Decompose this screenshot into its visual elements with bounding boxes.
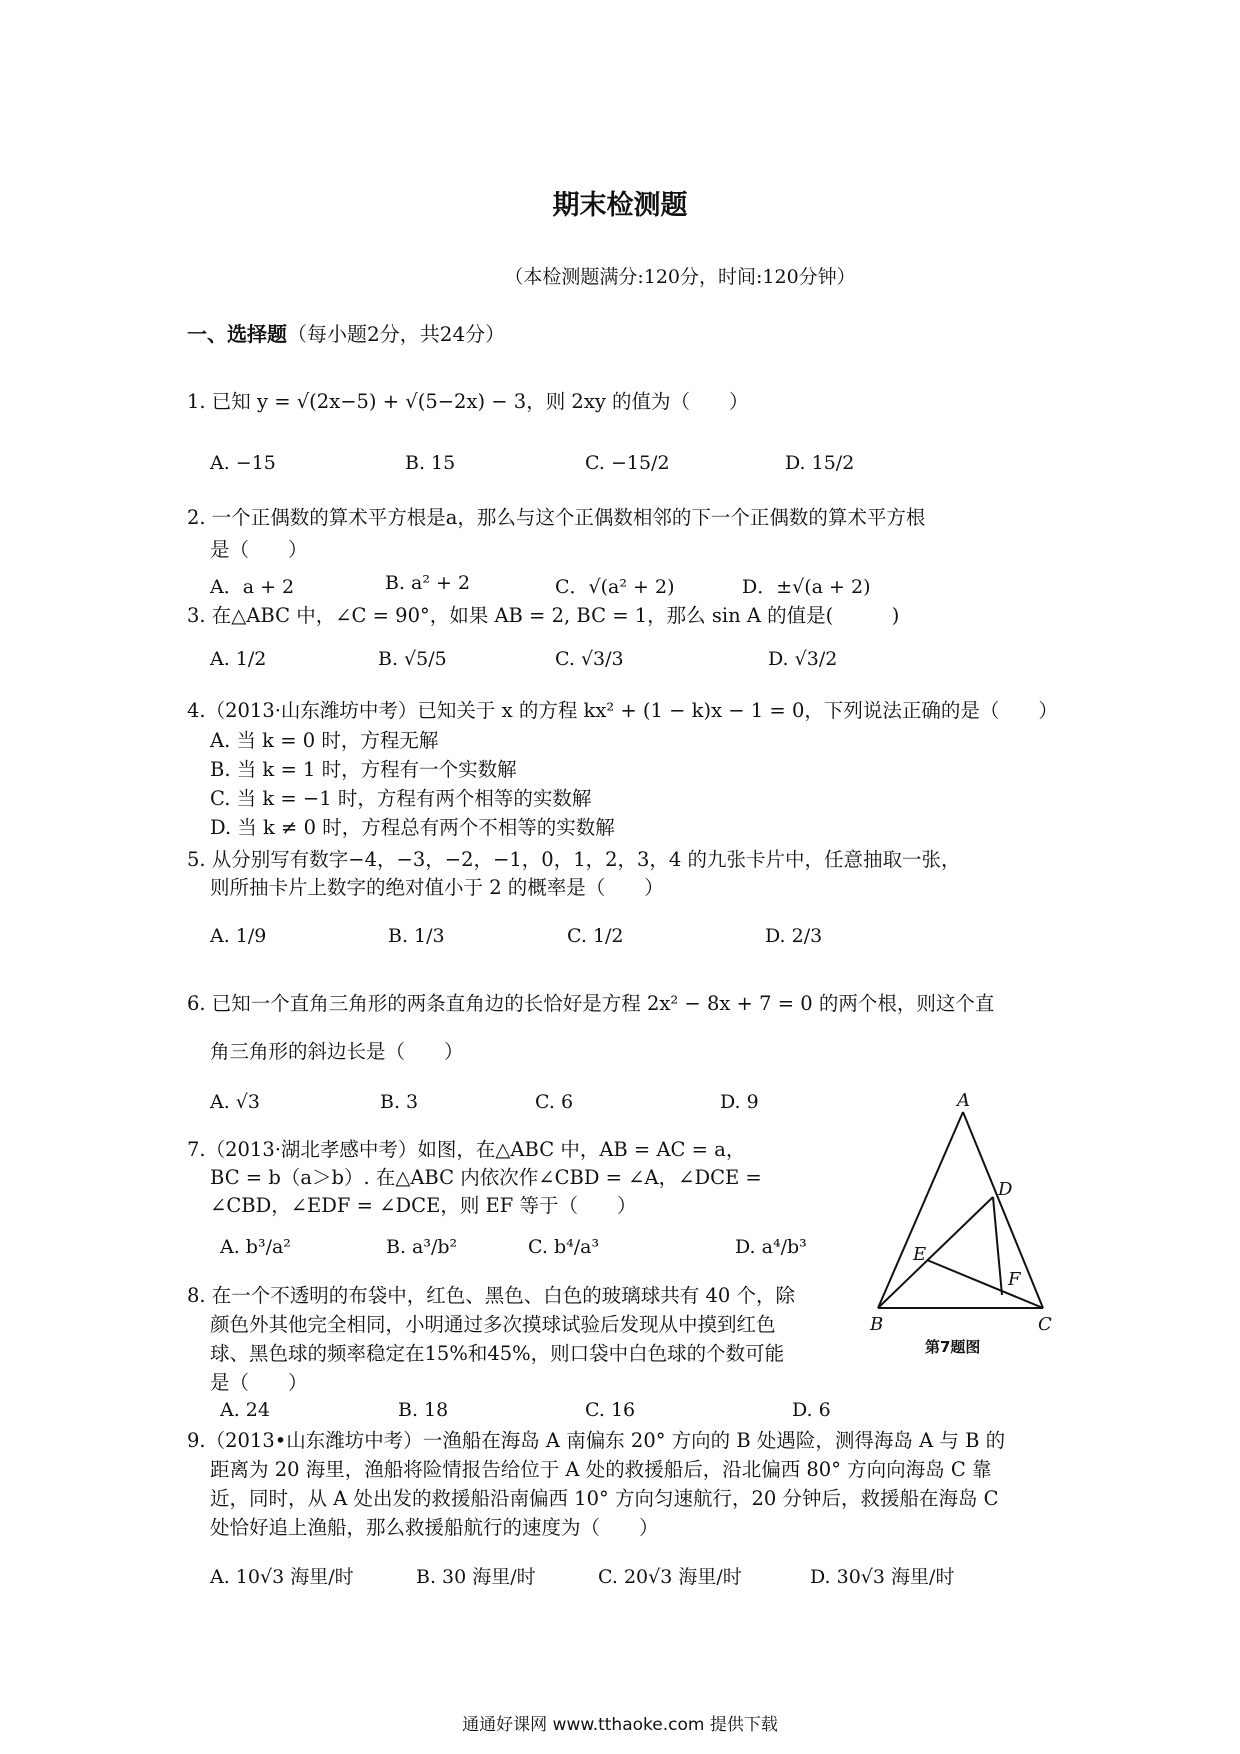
q2-option-a: A．a + 2 — [210, 576, 295, 598]
triangle-figure — [860, 1090, 1070, 1360]
q2-option-b: B. a² + 2 — [385, 572, 471, 594]
q7-option-b: B. a³/b² — [386, 1236, 458, 1258]
q9-option-d: D. 30√3 海里/时 — [810, 1566, 955, 1588]
question-3: 3. 在△ABC 中，∠C = 90°，如果 AB = 2, BC = 1，那么 sin A 的值是( ) — [187, 604, 900, 627]
vertex-label-f: F — [1008, 1269, 1021, 1290]
q1-option-d: D. 15/2 — [785, 452, 855, 474]
question-5-line-2: 则所抽卡片上数字的绝对值小于 2 的概率是（ ） — [210, 876, 664, 899]
question-1: 1. 已知 y = √(2x−5) + √(5−2x) − 3，则 2xy 的值为（ ） — [187, 390, 749, 413]
question-8-line-2: 颜色外其他完全相同，小明通过多次摸球试验后发现从中摸到红色 — [210, 1313, 776, 1336]
question-5-line-1: 5. 从分别写有数字−4，−3，−2，−1，0，1，2，3，4 的九张卡片中，任意抽取一张， — [187, 848, 961, 871]
vertex-label-d: D — [998, 1179, 1013, 1200]
page-title: 期末检测题 — [552, 190, 688, 221]
vertex-label-c: C — [1038, 1314, 1052, 1335]
q4-option-b: B. 当 k = 1 时，方程有一个实数解 — [210, 758, 517, 781]
q7-option-c: C. b⁴/a³ — [528, 1236, 600, 1258]
exam-info: （本检测题满分:120分，时间:120分钟） — [504, 266, 856, 288]
footer-watermark: 通通好课网 www.tthaoke.com 提供下载 — [462, 1715, 778, 1735]
q8-option-d: D. 6 — [792, 1399, 831, 1421]
q7-option-d: D. a⁴/b³ — [735, 1236, 807, 1258]
q6-option-b: B. 3 — [380, 1091, 419, 1113]
vertex-label-e: E — [913, 1244, 927, 1265]
question-7-line-3: ∠CBD，∠EDF = ∠DCE，则 EF 等于（ ） — [210, 1194, 637, 1217]
q3-option-a: A. 1/2 — [210, 648, 267, 670]
section-heading — [187, 318, 505, 347]
q1-option-a: A. −15 — [210, 452, 276, 474]
figure-caption: 第7题图 — [925, 1338, 981, 1356]
q1-option-b: B. 15 — [405, 452, 456, 474]
question-8-line-3: 球、黑色球的频率稳定在15%和45%，则口袋中白色球的个数可能 — [210, 1342, 785, 1365]
vertex-label-b: B — [870, 1314, 884, 1335]
question-4: 4.（2013·山东潍坊中考）已知关于 x 的方程 kx² + (1 − k)x − 1 = 0，下列说法正确的是（ ） — [187, 699, 1058, 722]
q5-option-d: D. 2/3 — [765, 925, 823, 947]
q5-option-a: A. 1/9 — [210, 925, 267, 947]
q9-option-a: A. 10√3 海里/时 — [210, 1566, 354, 1588]
q3-option-b: B. √5/5 — [378, 648, 447, 670]
q8-option-b: B. 18 — [398, 1399, 449, 1421]
q9-option-c: C. 20√3 海里/时 — [598, 1566, 742, 1588]
question-6-line-2: 角三角形的斜边长是（ ） — [210, 1040, 464, 1063]
question-8-line-4: 是（ ） — [210, 1371, 308, 1394]
question-2-line-2: 是（ ） — [210, 538, 308, 561]
vertex-label-a: A — [957, 1090, 970, 1111]
question-2-line-1: 2. 一个正偶数的算术平方根是a，那么与这个正偶数相邻的下一个正偶数的算术平方根 — [187, 506, 926, 529]
question-8-line-1: 8. 在一个不透明的布袋中，红色、黑色、白色的玻璃球共有 40 个，除 — [187, 1284, 796, 1307]
question-9-line-1: 9.（2013•山东潍坊中考）一渔船在海岛 A 南偏东 20° 方向的 B 处遇险，测得海岛 A 与 B 的 — [187, 1429, 1006, 1452]
q2-option-d: D．±√(a + 2) — [742, 576, 871, 598]
question-9-line-4: 处恰好追上渔船，那么救援船航行的速度为（ ） — [210, 1516, 659, 1539]
question-7-line-1: 7.（2013·湖北孝感中考）如图，在△ABC 中，AB = AC = a， — [187, 1138, 746, 1161]
question-9-line-3: 近，同时，从 A 处出发的救援船沿南偏西 10° 方向匀速航行，20 分钟后，救援船在海岛 C — [210, 1487, 999, 1510]
q7-option-a: A. b³/a² — [220, 1236, 291, 1258]
q4-option-a: A. 当 k = 0 时，方程无解 — [210, 729, 439, 752]
section-title: 一、选择题 — [187, 322, 287, 346]
q1-option-c: C. −15/2 — [585, 452, 670, 474]
section-note: （每小题2分，共24分） — [287, 322, 506, 346]
q9-option-b: B. 30 海里/时 — [416, 1566, 536, 1588]
q4-option-d: D. 当 k ≠ 0 时，方程总有两个不相等的实数解 — [210, 816, 615, 839]
q8-option-c: C. 16 — [585, 1399, 636, 1421]
q5-option-c: C. 1/2 — [567, 925, 624, 947]
question-7-line-2: BC = b（a＞b）. 在△ABC 内依次作∠CBD = ∠A，∠DCE = — [210, 1166, 762, 1189]
q6-option-c: C. 6 — [535, 1091, 574, 1113]
q8-option-a: A. 24 — [220, 1399, 270, 1421]
question-6-line-1: 6. 已知一个直角三角形的两条直角边的长恰好是方程 2x² − 8x + 7 = 0 的两个根，则这个直 — [187, 992, 995, 1015]
question-9-line-2: 距离为 20 海里，渔船将险情报告给位于 A 处的救援船后，沿北偏西 80° 方向向海岛 C 靠 — [210, 1458, 992, 1481]
q6-option-a: A. √3 — [210, 1091, 260, 1113]
q2-option-c: C．√(a² + 2) — [555, 576, 675, 598]
q4-option-c: C. 当 k = −1 时，方程有两个相等的实数解 — [210, 787, 592, 810]
q3-option-c: C. √3/3 — [555, 648, 624, 670]
q5-option-b: B. 1/3 — [388, 925, 445, 947]
q6-option-d: D. 9 — [720, 1091, 759, 1113]
q3-option-d: D. √3/2 — [768, 648, 838, 670]
